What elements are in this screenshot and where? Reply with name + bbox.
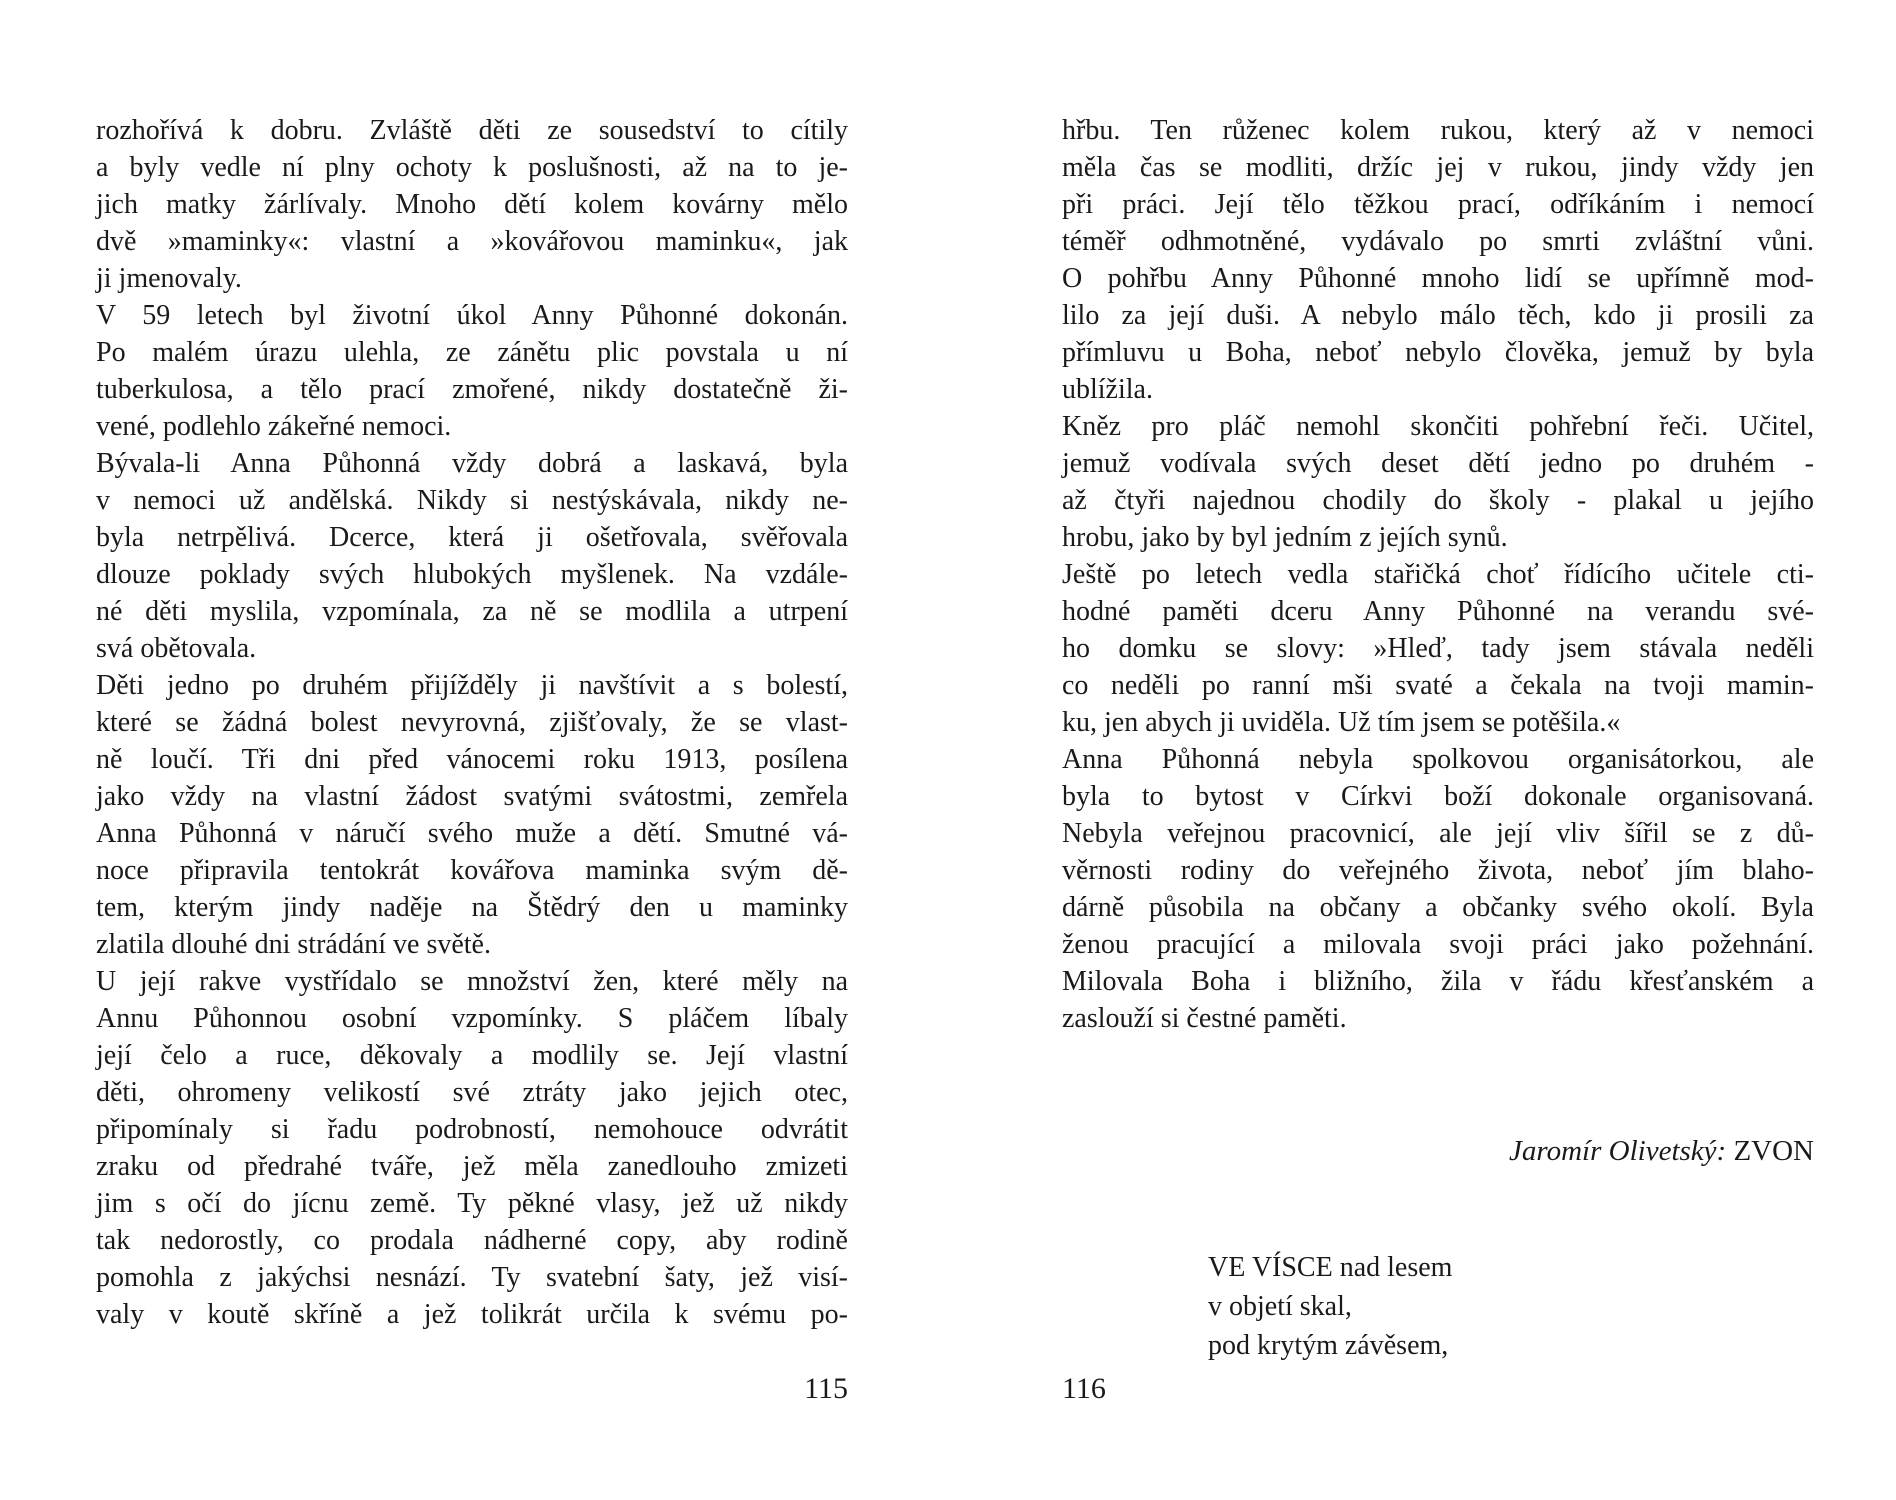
- text-line: v nemoci už andělská. Nikdy si nestýskávala, nikdy ne-: [96, 485, 848, 516]
- text-line: V 59 letech byl životní úkol Anny Půhonné dokonán.: [96, 300, 848, 331]
- text-line: Děti jedno po druhém přijížděly ji navštívit a s bolestí,: [96, 670, 848, 701]
- text-line: lilo za její duši. A nebylo málo těch, kdo ji prosili za: [1062, 300, 1814, 331]
- page-number: 116: [1062, 1372, 1106, 1405]
- text-line: ji jmenovaly.: [96, 263, 242, 294]
- poem-line: VE VÍSCE nad lesem: [1208, 1252, 1453, 1283]
- text-line: ně loučí. Tři dni před vánocemi roku 1913, posílena: [96, 744, 848, 775]
- poem-author: Jaromír Olivetský:: [1509, 1135, 1727, 1167]
- text-line: připomínaly si řadu podrobností, nemohouce odvrátit: [96, 1114, 848, 1145]
- text-line: ublížila.: [1062, 374, 1153, 405]
- left-page-text: [96, 112, 848, 1333]
- text-line: Bývala-li Anna Půhonná vždy dobrá a laskavá, byla: [96, 448, 848, 479]
- text-line: při práci. Její tělo těžkou prací, odříkáním i nemocí: [1062, 189, 1814, 220]
- text-line: jim s očí do jícnu země. Ty pěkné vlasy, jež už nikdy: [96, 1188, 848, 1219]
- text-line: svá obětovala.: [96, 633, 257, 664]
- text-line: a byly vedle ní plny ochoty k poslušnosti, až na to je-: [96, 152, 848, 183]
- page-number: 115: [804, 1372, 848, 1405]
- text-line: O pohřbu Anny Půhonné mnoho lidí se upřímně mod-: [1062, 263, 1814, 294]
- poem-byline: [1509, 1133, 1814, 1170]
- poem-line: v objetí skal,: [1208, 1291, 1352, 1322]
- text-line: přímluvu u Boha, neboť nebylo člověka, jemuž by byla: [1062, 337, 1814, 368]
- text-line: tuberkulosa, a tělo prací zmořené, nikdy dostatečně ži-: [96, 374, 848, 405]
- right-page-text: [1062, 112, 1814, 1037]
- text-line: jako vždy na vlastní žádost svatými svátostmi, zemřela: [96, 781, 848, 812]
- text-line: děti, ohromeny velikostí své ztráty jako jejich otec,: [96, 1077, 848, 1108]
- text-line: hodné paměti dceru Anny Půhonné na verandu své-: [1062, 596, 1814, 627]
- text-line: téměř odhmotněné, vydávalo po smrti zvláštní vůni.: [1062, 226, 1814, 257]
- text-line: zaslouží si čestné paměti.: [1062, 1003, 1347, 1034]
- left-page: [96, 0, 848, 1500]
- text-line: zraku od předrahé tváře, jež měla zanedlouho zmizeti: [96, 1151, 848, 1182]
- text-line: věrnosti rodiny do veřejného života, neboť jím blaho-: [1062, 855, 1814, 886]
- text-line: Anna Půhonná nebyla spolkovou organisátorkou, ale: [1062, 744, 1814, 775]
- text-line: valy v koutě skříně a jež tolikrát určila k svému po-: [96, 1299, 848, 1330]
- text-line: tak nedorostly, co prodala nádherné copy, aby rodině: [96, 1225, 848, 1256]
- right-page: [1062, 0, 1814, 1500]
- poem-title: ZVON: [1733, 1135, 1814, 1167]
- text-line: její čelo a ruce, děkovaly a modlily se. Její vlastní: [96, 1040, 848, 1071]
- text-line: ho domku se slovy: »Hleď, tady jsem stávala neděli: [1062, 633, 1814, 664]
- text-line: co neděli po ranní mši svaté a čekala na tvoji mamin-: [1062, 670, 1814, 701]
- text-line: které se žádná bolest nevyrovná, zjišťovaly, že se vlast-: [96, 707, 848, 738]
- text-line: vené, podlehlo zákeřné nemoci.: [96, 411, 452, 442]
- text-line: pomohla z jakýchsi nesnází. Ty svatební šaty, jež visí-: [96, 1262, 848, 1293]
- text-line: Anna Půhonná v náručí svého muže a dětí. Smutné vá-: [96, 818, 848, 849]
- text-line: jich matky žárlívaly. Mnoho dětí kolem kovárny mělo: [96, 189, 848, 220]
- text-line: zlatila dlouhé dni strádání ve světě.: [96, 929, 491, 960]
- text-line: byla to bytost v Církvi boží dokonale organisovaná.: [1062, 781, 1814, 812]
- text-line: dárně působila na občany a občanky svého okolí. Byla: [1062, 892, 1814, 923]
- text-line: noce připravila tentokrát kovářova maminka svým dě-: [96, 855, 848, 886]
- text-line: dvě »maminky«: vlastní a »kovářovou maminku«, jak: [96, 226, 848, 257]
- text-line: hrobu, jako by byl jedním z jejích synů.: [1062, 522, 1508, 553]
- text-line: jemuž vodívala svých deset dětí jedno po druhém -: [1062, 448, 1814, 479]
- text-line: byla netrpělivá. Dcerce, která ji ošetřovala, svěřovala: [96, 522, 848, 553]
- text-line: Ještě po letech vedla stařičká choť řídícího učitele cti-: [1062, 559, 1814, 590]
- text-line: ženou pracující a milovala svoji práci jako požehnání.: [1062, 929, 1814, 960]
- poem: [1208, 1248, 1452, 1365]
- text-line: měla čas se modliti, držíc jej v rukou, jindy vždy jen: [1062, 152, 1814, 183]
- text-line: né děti myslila, vzpomínala, za ně se modlila a utrpení: [96, 596, 848, 627]
- text-line: U její rakve vystřídalo se množství žen, které měly na: [96, 966, 848, 997]
- text-line: hřbu. Ten růženec kolem rukou, který až v nemoci: [1062, 115, 1814, 146]
- text-line: Milovala Boha i bližního, žila v řádu křesťanském a: [1062, 966, 1814, 997]
- text-line: rozhořívá k dobru. Zvláště děti ze sousedství to cítily: [96, 115, 848, 146]
- text-line: dlouze poklady svých hlubokých myšlenek. Na vzdále-: [96, 559, 848, 590]
- text-line: až čtyři najednou chodily do školy - plakal u jejího: [1062, 485, 1814, 516]
- text-line: tem, kterým jindy naděje na Štědrý den u maminky: [96, 892, 848, 923]
- poem-line: pod krytým závěsem,: [1208, 1330, 1449, 1361]
- text-line: Nebyla veřejnou pracovnicí, ale její vliv šířil se z dů-: [1062, 818, 1814, 849]
- text-line: Kněz pro pláč nemohl skončiti pohřební řeči. Učitel,: [1062, 411, 1814, 442]
- text-line: ku, jen abych ji uviděla. Už tím jsem se potěšila.«: [1062, 707, 1621, 738]
- text-line: Annu Půhonnou osobní vzpomínky. S pláčem líbaly: [96, 1003, 848, 1034]
- text-line: Po malém úrazu ulehla, ze zánětu plic povstala u ní: [96, 337, 848, 368]
